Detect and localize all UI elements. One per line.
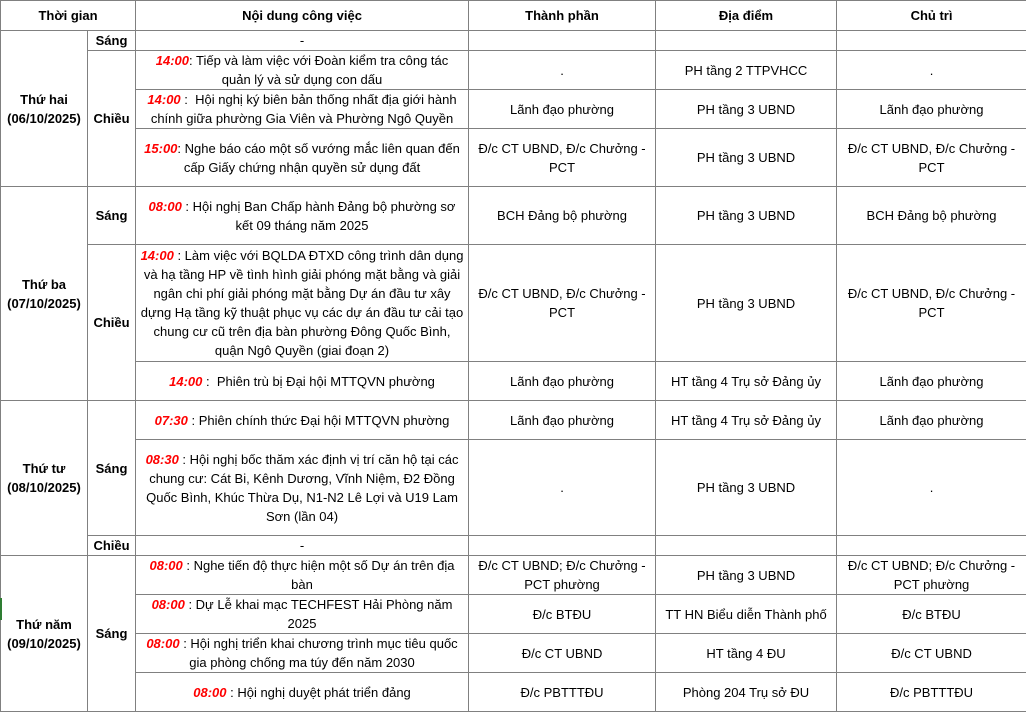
task-location: TT HN Biểu diễn Thành phố [656, 595, 837, 634]
session-label: Sáng [88, 401, 136, 536]
task-chair: Lãnh đạo phường [837, 362, 1026, 401]
task-members: Đ/c BTĐU [469, 595, 656, 634]
task-time-separator: : [174, 248, 185, 263]
schedule-row [1, 51, 1026, 90]
task-content [136, 129, 469, 187]
day-name: Thứ tư [5, 459, 83, 478]
session-label: Chiều [88, 245, 136, 401]
task-chair: Đ/c CT UBND, Đ/c Chưởng - PCT [837, 129, 1026, 187]
task-members: Lãnh đạo phường [469, 90, 656, 129]
task-location: PH tầng 3 UBND [656, 556, 837, 595]
task-text: Phiên chính thức Đại hội MTTQVN phường [199, 413, 450, 428]
task-location: PH tầng 3 UBND [656, 187, 837, 245]
day-name: Thứ hai [5, 90, 83, 109]
task-location: PH tầng 2 TTPVHCC [656, 51, 837, 90]
task-text: Tiếp và làm việc với Đoàn kiểm tra công tác quản lý và sử dụng con dấu [196, 53, 448, 87]
task-content [136, 556, 469, 595]
day-date: (09/10/2025) [5, 634, 83, 653]
header-location: Địa điểm [656, 1, 837, 31]
task-time-separator: : [188, 413, 199, 428]
header-members: Thành phần [469, 1, 656, 31]
task-text: Hội nghị triển khai chương trình mục tiêu quốc gia phòng chống ma túy đến năm 2030 [189, 636, 457, 670]
task-text: Hội nghị Ban Chấp hành Đảng bộ phường sơ kết 09 tháng năm 2025 [193, 199, 456, 233]
task-content [136, 440, 469, 536]
task-text: Hội nghị bốc thăm xác định vị trí căn hộ tại các chung cư: Cát Bi, Kênh Dương, Vĩnh Niệm, Đ2 Đồng Quốc Bình, Khúc Thừa Dụ, N1-N2 Lê Lợi và U19 Lam Sơn (lần 04) [146, 452, 458, 524]
schedule-row [1, 129, 1026, 187]
task-time: 14:00 [156, 53, 189, 68]
task-time-separator: : [177, 141, 184, 156]
task-content [136, 362, 469, 401]
schedule-row [1, 31, 1026, 51]
task-location: HT tầng 4 ĐU [656, 634, 837, 673]
task-time-separator: : [181, 92, 195, 107]
day-cell [1, 401, 88, 556]
task-chair [837, 31, 1026, 51]
task-time: 08:00 [193, 685, 226, 700]
task-time: 14:00 [147, 92, 180, 107]
session-label: Sáng [88, 187, 136, 245]
header-row [1, 1, 1026, 31]
task-chair: Lãnh đạo phường [837, 90, 1026, 129]
task-content [136, 51, 469, 90]
task-location [656, 536, 837, 556]
schedule-row [1, 401, 1026, 440]
task-location: PH tầng 3 UBND [656, 90, 837, 129]
task-time-separator: : [189, 53, 196, 68]
task-content [136, 634, 469, 673]
task-location: PH tầng 3 UBND [656, 440, 837, 536]
task-content [136, 595, 469, 634]
task-chair: . [837, 51, 1026, 90]
task-content [136, 401, 469, 440]
task-time-separator: : [226, 685, 237, 700]
schedule-row [1, 440, 1026, 536]
task-members: Lãnh đạo phường [469, 362, 656, 401]
session-label: Chiều [88, 51, 136, 187]
task-location: HT tầng 4 Trụ sở Đảng ủy [656, 401, 837, 440]
day-date: (06/10/2025) [5, 109, 83, 128]
task-members: Đ/c CT UBND, Đ/c Chưởng - PCT [469, 245, 656, 362]
task-location: PH tầng 3 UBND [656, 245, 837, 362]
task-chair: BCH Đảng bộ phường [837, 187, 1026, 245]
schedule-row [1, 556, 1026, 595]
schedule-row [1, 634, 1026, 673]
task-time: 08:00 [149, 558, 182, 573]
task-time: 07:30 [155, 413, 188, 428]
schedule-row [1, 536, 1026, 556]
task-text: Dự Lễ khai mạc TECHFEST Hải Phòng năm 2025 [196, 597, 453, 631]
task-chair: Đ/c CT UBND, Đ/c Chưởng - PCT [837, 245, 1026, 362]
task-time-separator: : [183, 558, 194, 573]
task-members: . [469, 51, 656, 90]
task-text: Nghe tiến độ thực hiện một số Dự án trên địa bàn [194, 558, 455, 592]
schedule-row [1, 673, 1026, 712]
task-time-separator: : [182, 199, 193, 214]
header-time: Thời gian [1, 1, 136, 31]
task-time: 08:00 [152, 597, 185, 612]
task-text: Hội nghị ký biên bản thống nhất địa giới hành chính giữa phường Gia Viên và Phường Ngô Quyền [151, 92, 457, 126]
session-label: Sáng [88, 31, 136, 51]
header-chair: Chủ trì [837, 1, 1026, 31]
day-date: (07/10/2025) [5, 294, 83, 313]
task-location: Phòng 204 Trụ sở ĐU [656, 673, 837, 712]
day-name: Thứ năm [5, 615, 83, 634]
day-cell [1, 187, 88, 401]
task-time: 08:00 [146, 636, 179, 651]
task-members: Đ/c CT UBND, Đ/c Chưởng - PCT [469, 129, 656, 187]
task-members [469, 536, 656, 556]
task-content [136, 90, 469, 129]
task-content [136, 245, 469, 362]
task-content [136, 187, 469, 245]
left-edge-marker [0, 598, 2, 620]
task-members: Đ/c CT UBND; Đ/c Chưởng - PCT phường [469, 556, 656, 595]
task-members: Đ/c CT UBND [469, 634, 656, 673]
task-members: BCH Đảng bộ phường [469, 187, 656, 245]
task-chair: Đ/c BTĐU [837, 595, 1026, 634]
day-cell [1, 556, 88, 712]
task-members: Lãnh đạo phường [469, 401, 656, 440]
task-text: Phiên trù bị Đại hội MTTQVN phường [217, 374, 435, 389]
schedule-row [1, 362, 1026, 401]
day-cell [1, 31, 88, 187]
schedule-row [1, 187, 1026, 245]
task-content [136, 31, 469, 51]
task-time-separator: : [202, 374, 216, 389]
task-location: HT tầng 4 Trụ sở Đảng ủy [656, 362, 837, 401]
day-name: Thứ ba [5, 275, 83, 294]
task-time: 14:00 [141, 248, 174, 263]
task-members: Đ/c PBTTTĐU [469, 673, 656, 712]
schedule-row [1, 245, 1026, 362]
task-text: - [300, 538, 304, 553]
task-members [469, 31, 656, 51]
task-text: Hội nghị duyệt phát triển đảng [237, 685, 410, 700]
task-text: Làm việc với BQLDA ĐTXD công trình dân dụng và hạ tầng HP về tình hình giải phóng mặt bằng và giải ngân chi phí giải phóng mặt bằng Dự án đầu tư xây dựng Hạ tầng kỹ thuật phục vụ các dự án đầu tư cải tạo chung cư cũ trên địa bàn phường Đông Quốc Bình, quận Ngô Quyền (giai đoạn 2) [141, 248, 464, 358]
day-date: (08/10/2025) [5, 478, 83, 497]
task-time: 14:00 [169, 374, 202, 389]
task-chair: Đ/c CT UBND [837, 634, 1026, 673]
task-location: PH tầng 3 UBND [656, 129, 837, 187]
task-location [656, 31, 837, 51]
header-content: Nội dung công việc [136, 1, 469, 31]
task-text: - [300, 33, 304, 48]
task-chair: . [837, 440, 1026, 536]
task-time: 08:30 [146, 452, 179, 467]
task-time-separator: : [179, 452, 190, 467]
task-time: 08:00 [149, 199, 182, 214]
task-chair [837, 536, 1026, 556]
task-chair: Đ/c CT UBND; Đ/c Chưởng - PCT phường [837, 556, 1026, 595]
task-time-separator: : [180, 636, 191, 651]
schedule-row [1, 595, 1026, 634]
session-label: Sáng [88, 556, 136, 712]
task-content [136, 673, 469, 712]
schedule-body [1, 31, 1026, 712]
session-label: Chiều [88, 536, 136, 556]
task-time: 15:00 [144, 141, 177, 156]
schedule-row [1, 90, 1026, 129]
task-members: . [469, 440, 656, 536]
task-text: Nghe báo cáo một số vướng mắc liên quan đến cấp Giấy chứng nhận quyền sử dụng đất [184, 141, 460, 175]
task-chair: Đ/c PBTTTĐU [837, 673, 1026, 712]
task-content [136, 536, 469, 556]
task-chair: Lãnh đạo phường [837, 401, 1026, 440]
task-time-separator: : [185, 597, 196, 612]
